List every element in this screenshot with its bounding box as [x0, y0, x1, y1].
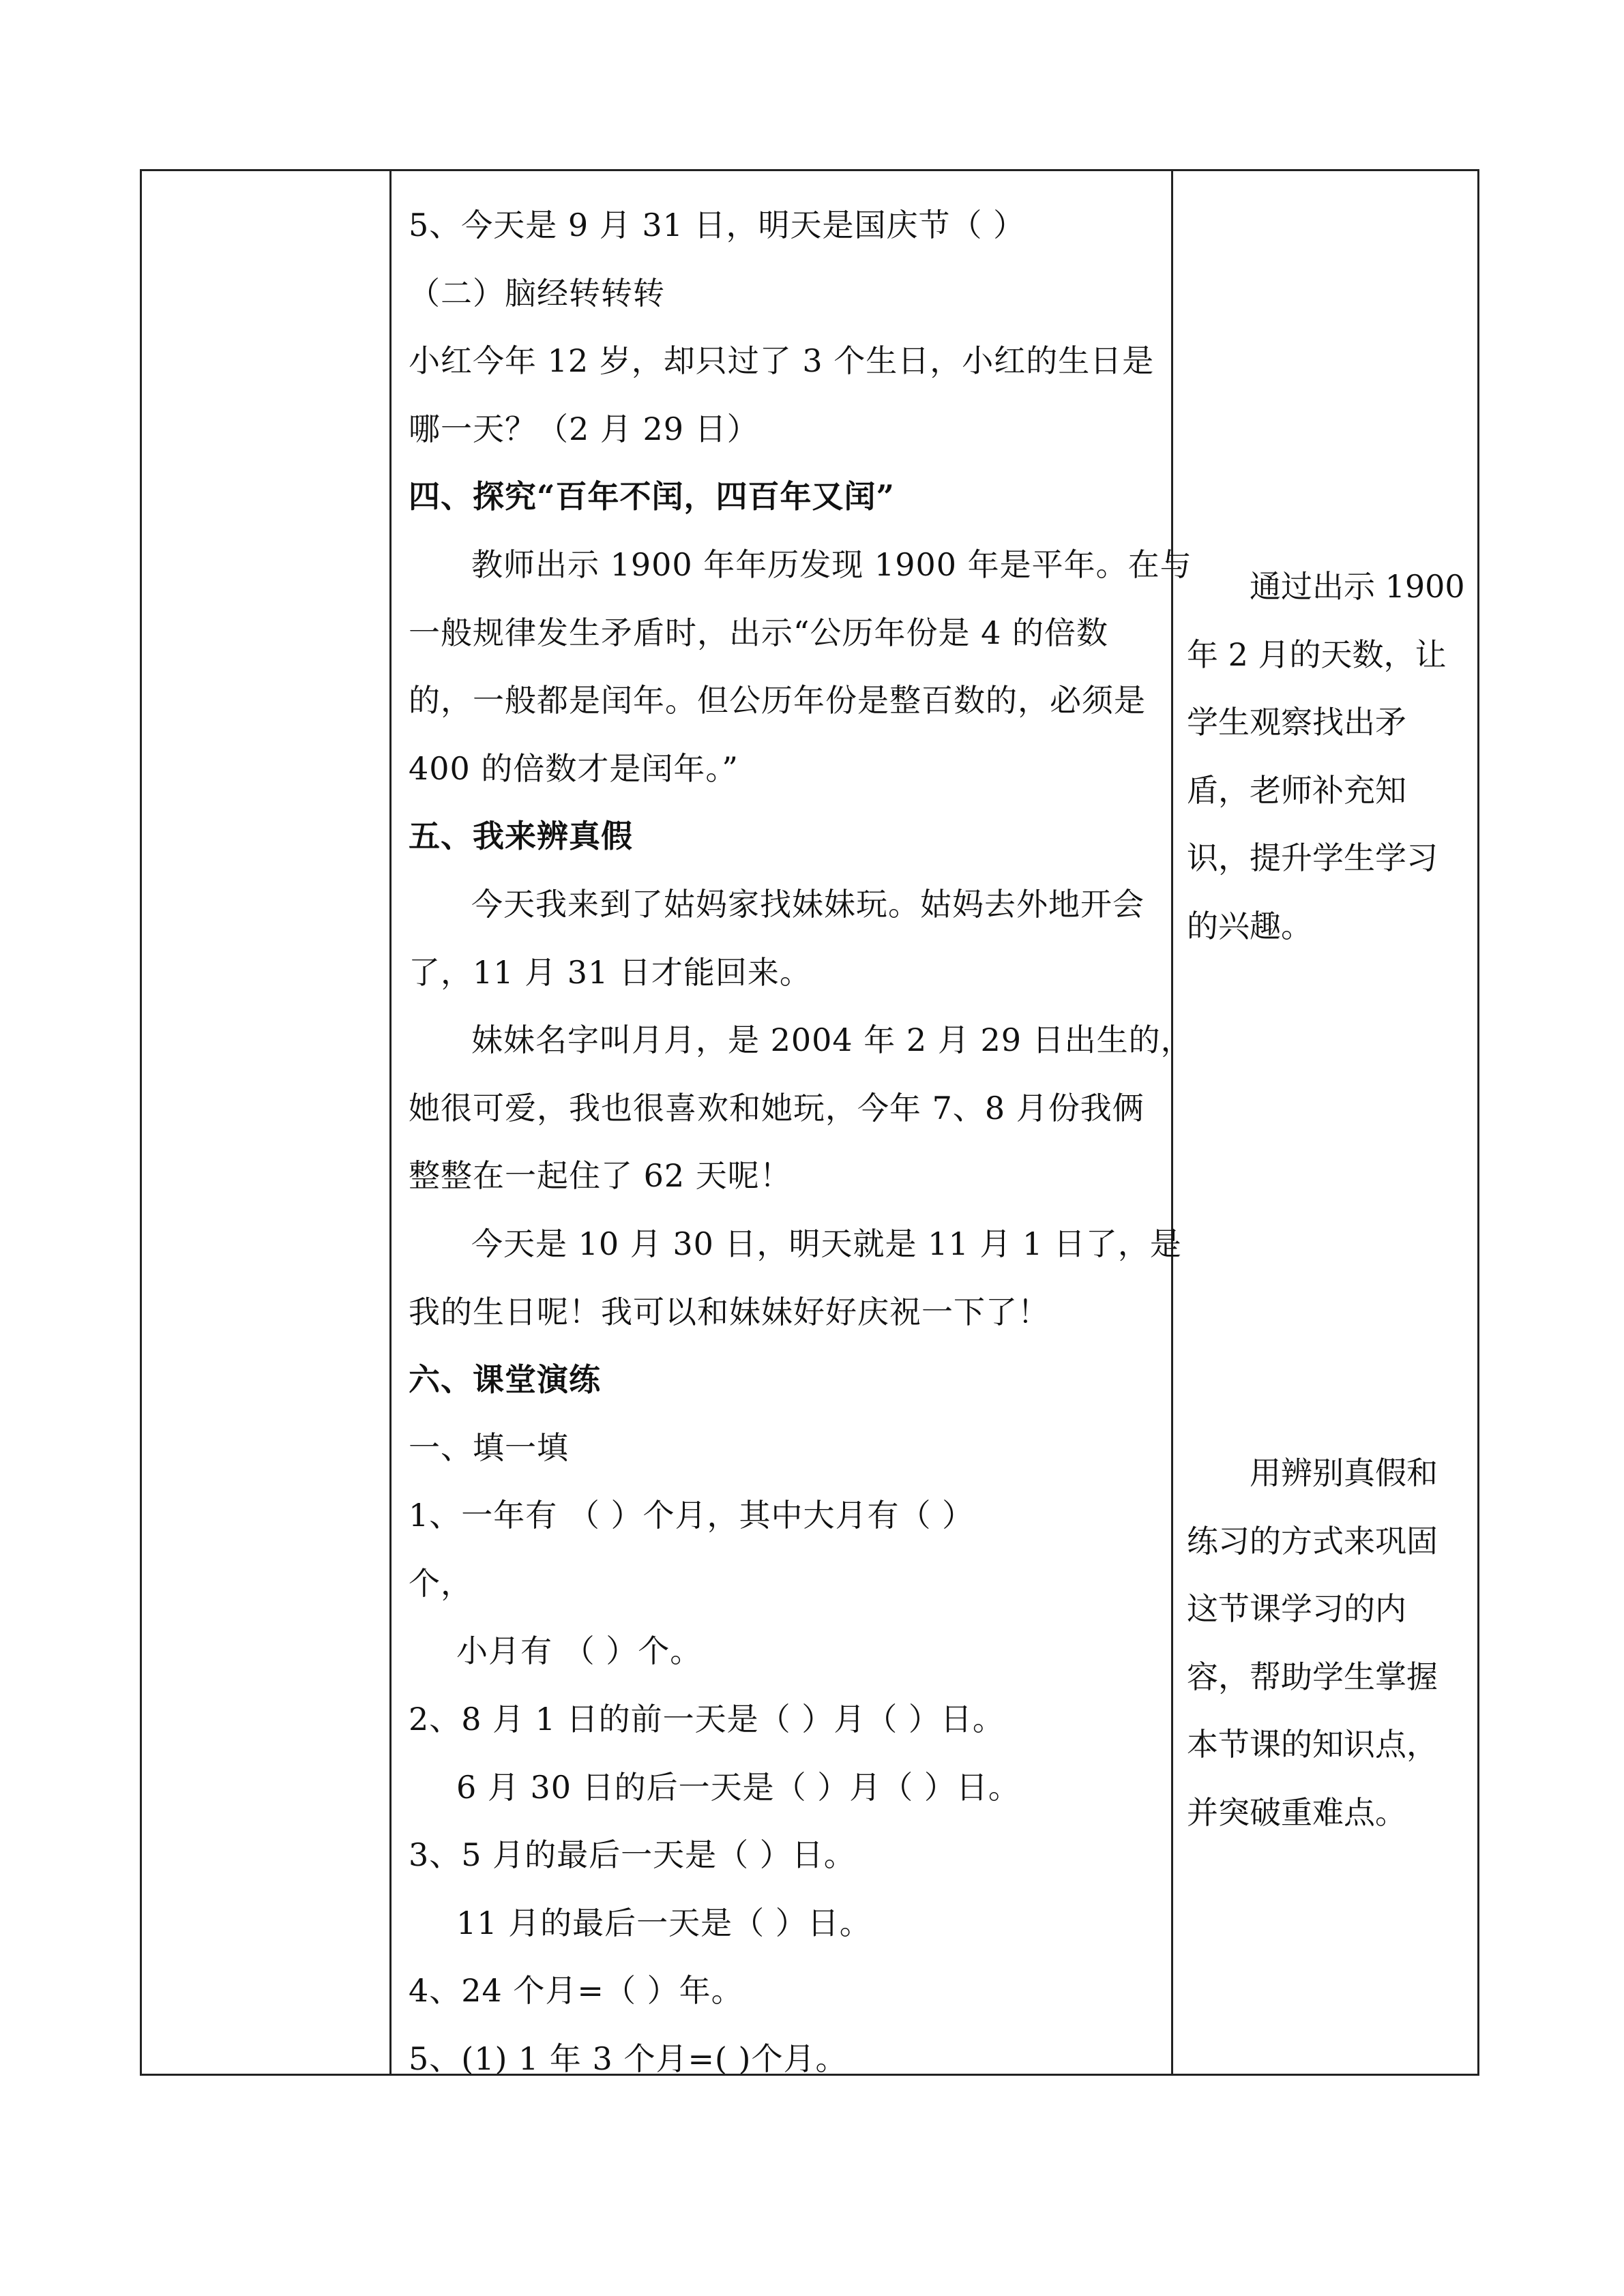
- section-heading-4: 四、探究“百年不闰，四百年又闰”: [409, 478, 895, 516]
- section-heading-5: 五、我来辨真假: [409, 818, 633, 855]
- lesson-plan-table: [140, 169, 1479, 2076]
- paragraph-line: 妹妹名字叫月月，是 2004 年 2 月 29 日出生的，: [471, 1022, 1193, 1059]
- section-heading-6: 六、课堂演练: [409, 1361, 601, 1399]
- paragraph-line: 了，11 月 31 日才能回来。: [409, 953, 812, 991]
- exercise-line: 2、8 月 1 日的前一天是（ ）月（ ）日。: [409, 1701, 1005, 1738]
- note-line: 通过出示 1900: [1250, 568, 1465, 605]
- note-line: 学生观察找出矛: [1187, 704, 1406, 741]
- exercise-heading: 一、填一填: [409, 1429, 569, 1466]
- exercise-line: 1、一年有 （ ）个月，其中大月有（ ）: [409, 1497, 975, 1534]
- exercise-line: 11 月的最后一天是（ ）日。: [456, 1904, 872, 1941]
- paragraph-line: 她很可爱，我也很喜欢和她玩，今年 7、8 月份我俩: [409, 1089, 1145, 1127]
- note-line: 容，帮助学生掌握: [1187, 1658, 1438, 1695]
- exercise-line: 6 月 30 日的后一天是（ ）月（ ）日。: [456, 1768, 1020, 1806]
- exercise-line: 4、24 个月=（ ）年。: [409, 1972, 743, 2010]
- note-line: 本节课的知识点，: [1187, 1726, 1438, 1763]
- content-text: [409, 192, 1193, 2093]
- teaser-text: 小红今年 12 岁，却只过了 3 个生日，小红的生日是: [409, 342, 1155, 380]
- paragraph-line: 的，一般都是闰年。但公历年份是整百数的，必须是: [409, 682, 1146, 719]
- paragraph-line: 一般规律发生矛盾时，出示“公历年份是 4 的倍数: [409, 614, 1109, 651]
- question-5: 5、今天是 9 月 31 日，明天是国庆节（ ）: [409, 207, 1026, 243]
- exercise-line: 个，: [409, 1564, 473, 1602]
- note-line: 练习的方式来巩固: [1187, 1522, 1438, 1560]
- paragraph-line: 教师出示 1900 年年历发现 1900 年是平年。在与: [471, 546, 1192, 583]
- subsection-brain-teaser: （二）脑经转转转: [409, 274, 665, 312]
- note-line: 这节课学习的内: [1187, 1590, 1406, 1628]
- paragraph-line: 整整在一起住了 62 天呢！: [409, 1157, 792, 1195]
- left-column: [142, 171, 392, 2074]
- notes-column: [1173, 171, 1477, 2074]
- note-line: 盾，老师补充知: [1187, 771, 1406, 809]
- exercise-line: 3、5 月的最后一天是（ ）日。: [409, 1836, 856, 1874]
- note-line: 年 2 月的天数，让: [1187, 636, 1447, 673]
- design-note-1: [1187, 553, 1468, 961]
- design-note-2: [1187, 1440, 1468, 1847]
- note-line: 并突破重难点。: [1187, 1793, 1406, 1831]
- paragraph-line: 今天是 10 月 30 日，明天就是 11 月 1 日了，是: [471, 1225, 1182, 1262]
- note-line: 用辨别真假和: [1250, 1455, 1438, 1491]
- note-line: 识，提升学生学习: [1187, 839, 1438, 877]
- note-line: 的兴趣。: [1187, 907, 1312, 944]
- teaser-text: 哪一天？（2 月 29 日）: [409, 410, 759, 447]
- paragraph-line: 400 的倍数才是闰年。”: [409, 749, 739, 787]
- paragraph-line: 今天我来到了姑妈家找妹妹玩。姑妈去外地开会: [471, 885, 1145, 923]
- exercise-line: 小月有 （ ）个。: [456, 1632, 703, 1670]
- content-column: [392, 171, 1193, 2078]
- paragraph-line: 我的生日呢！我可以和妹妹好好庆祝一下了！: [409, 1293, 1050, 1330]
- exercise-line: 5、(1) 1 年 3 个月=( )个月。: [409, 2040, 848, 2078]
